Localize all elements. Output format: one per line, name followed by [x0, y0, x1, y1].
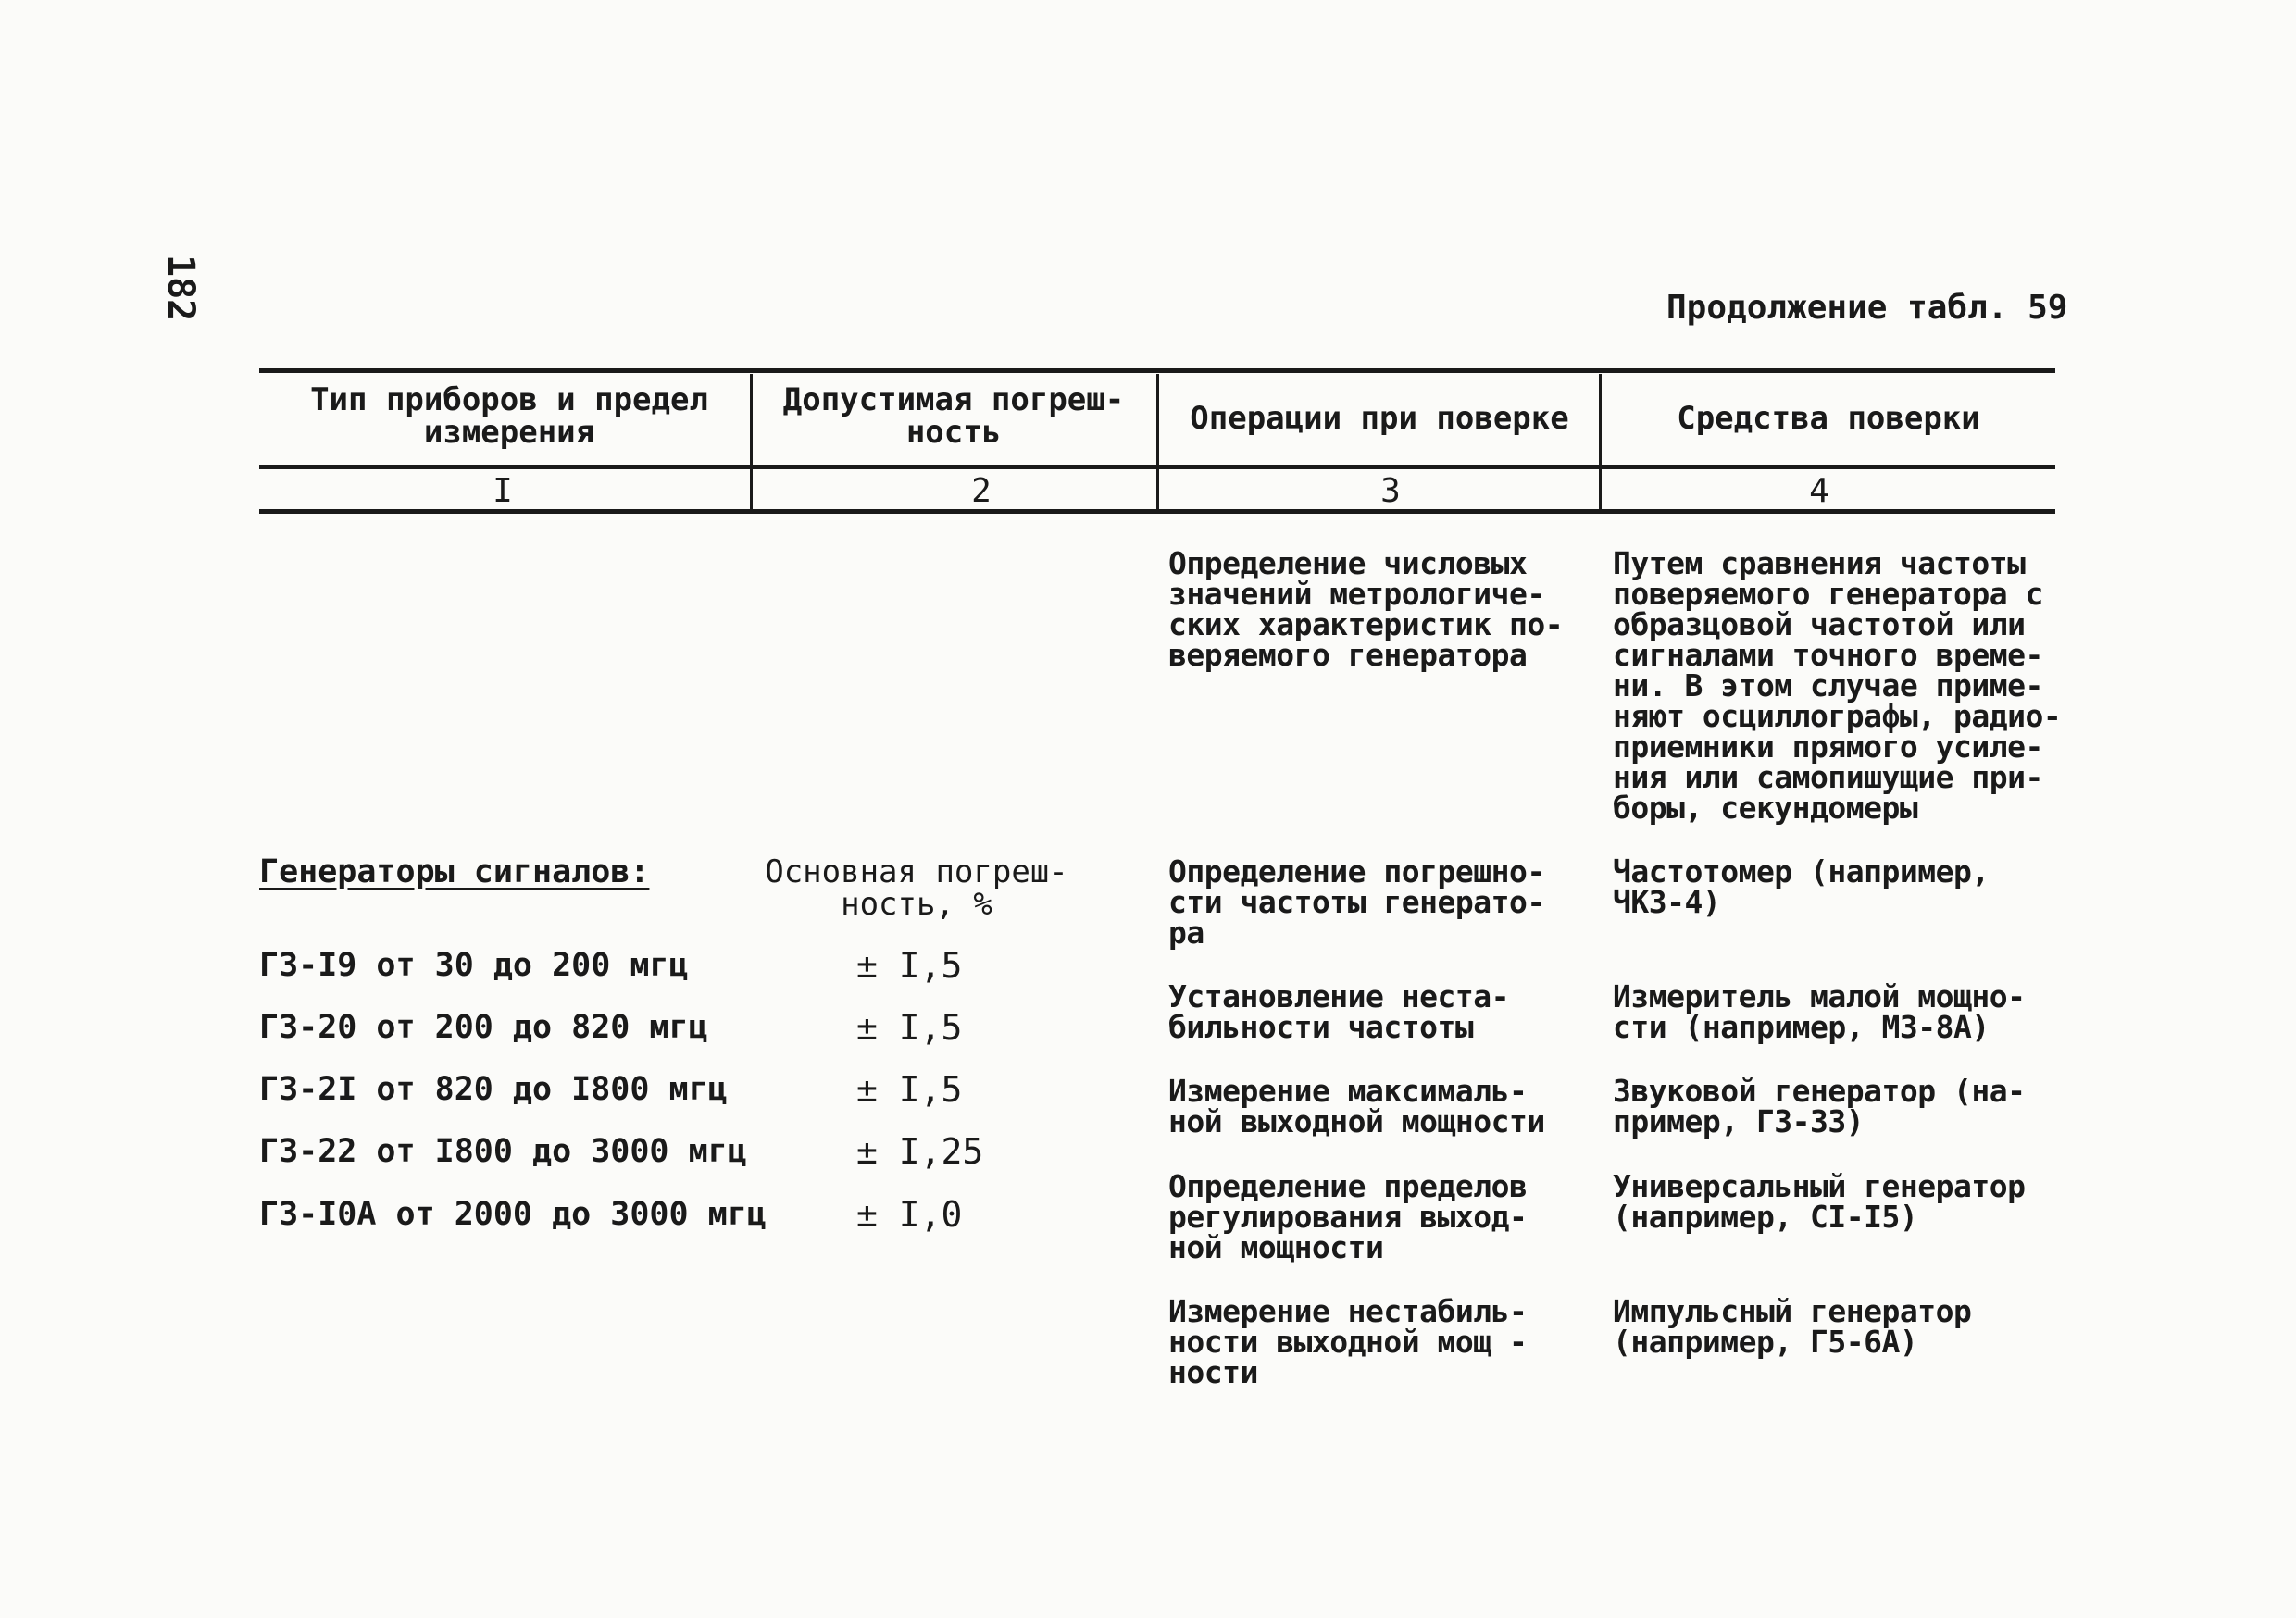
operation-max-output-power: Измерение максималь- ной выходной мощности — [1168, 1073, 1545, 1139]
operation-output-power-range: Определение пределов регулирования выход- ной мощности — [1168, 1168, 1528, 1265]
means-audio-generator: Звуковой генератор (на- пример, ГЗ-33) — [1613, 1073, 2026, 1139]
operation-output-power-instability: Измерение нестабиль- ности выходной мощ - ности — [1168, 1293, 1528, 1390]
header-verification-means: Средства поверки — [1677, 400, 1980, 437]
column-separator-3 — [1599, 374, 1602, 511]
generators-group-title: Генераторы сигналов: — [259, 853, 650, 890]
tolerance-g3-21: ± I,5 — [856, 1069, 963, 1110]
tolerance-g3-19: ± I,5 — [856, 945, 963, 986]
header-verification-operations: Операции при поверке — [1190, 400, 1569, 437]
means-universal-generator: Универсальный генератор (например, СI-I5) — [1613, 1168, 2026, 1235]
column-number-3: 3 — [1380, 472, 1401, 510]
tolerance-g3-10a: ± I,0 — [856, 1194, 963, 1235]
generator-row-g3-10a: ГЗ-I0А от 2000 до 3000 мгц — [259, 1196, 767, 1233]
column-separator-1 — [750, 374, 753, 511]
generator-row-g3-22: ГЗ-22 от I800 до 3000 мгц — [259, 1133, 747, 1170]
header-permissible-error: Допустимая погреш- ность — [782, 381, 1125, 451]
tolerance-g3-22: ± I,25 — [856, 1131, 984, 1172]
page-number: 182 — [159, 255, 202, 322]
generator-row-g3-19: ГЗ-I9 от 30 до 200 мгц — [259, 947, 689, 984]
operation-frequency-error: Определение погрешно- сти частоты генерато- ра — [1168, 853, 1545, 951]
table-top-rule — [259, 368, 2055, 373]
operation-metrological-values: Определение числовых значений метрологиче- ских характеристик по- веряемого генератора — [1168, 545, 1564, 673]
means-frequency-meter: Частотомер (например, ЧКЗ-4) — [1613, 853, 1990, 920]
means-frequency-comparison: Путем сравнения частоты поверяемого генератора с образцовой частотой или сигналами точного време- ни. В этом случае приме- няют осциллографы, радио- приемники прямого усиле- ния или самопишущие при- боры, секундомеры — [1613, 545, 2062, 826]
means-low-power-meter: Измеритель малой мощно- сти (например, МЗ-8А) — [1613, 978, 2026, 1045]
generator-row-g3-21: ГЗ-2I от 820 до I800 мгц — [259, 1071, 728, 1108]
generator-row-g3-20: ГЗ-20 от 200 до 820 мгц — [259, 1009, 708, 1046]
column-number-1: I — [493, 472, 513, 510]
means-pulse-generator: Импульсный генератор (например, Г5-6А) — [1613, 1293, 1972, 1360]
table-continuation-caption: Продолжение табл. 59 — [1666, 289, 2068, 327]
tolerance-group-title: Основная погреш- ность, % — [765, 853, 1068, 923]
column-separator-2 — [1156, 374, 1159, 511]
operation-frequency-instability: Установление неста- бильности частоты — [1168, 978, 1509, 1045]
header-instrument-type: Тип приборов и предел измерения — [310, 381, 708, 451]
tolerance-g3-20: ± I,5 — [856, 1007, 963, 1048]
column-number-2: 2 — [971, 472, 992, 510]
column-number-4: 4 — [1809, 472, 1829, 510]
